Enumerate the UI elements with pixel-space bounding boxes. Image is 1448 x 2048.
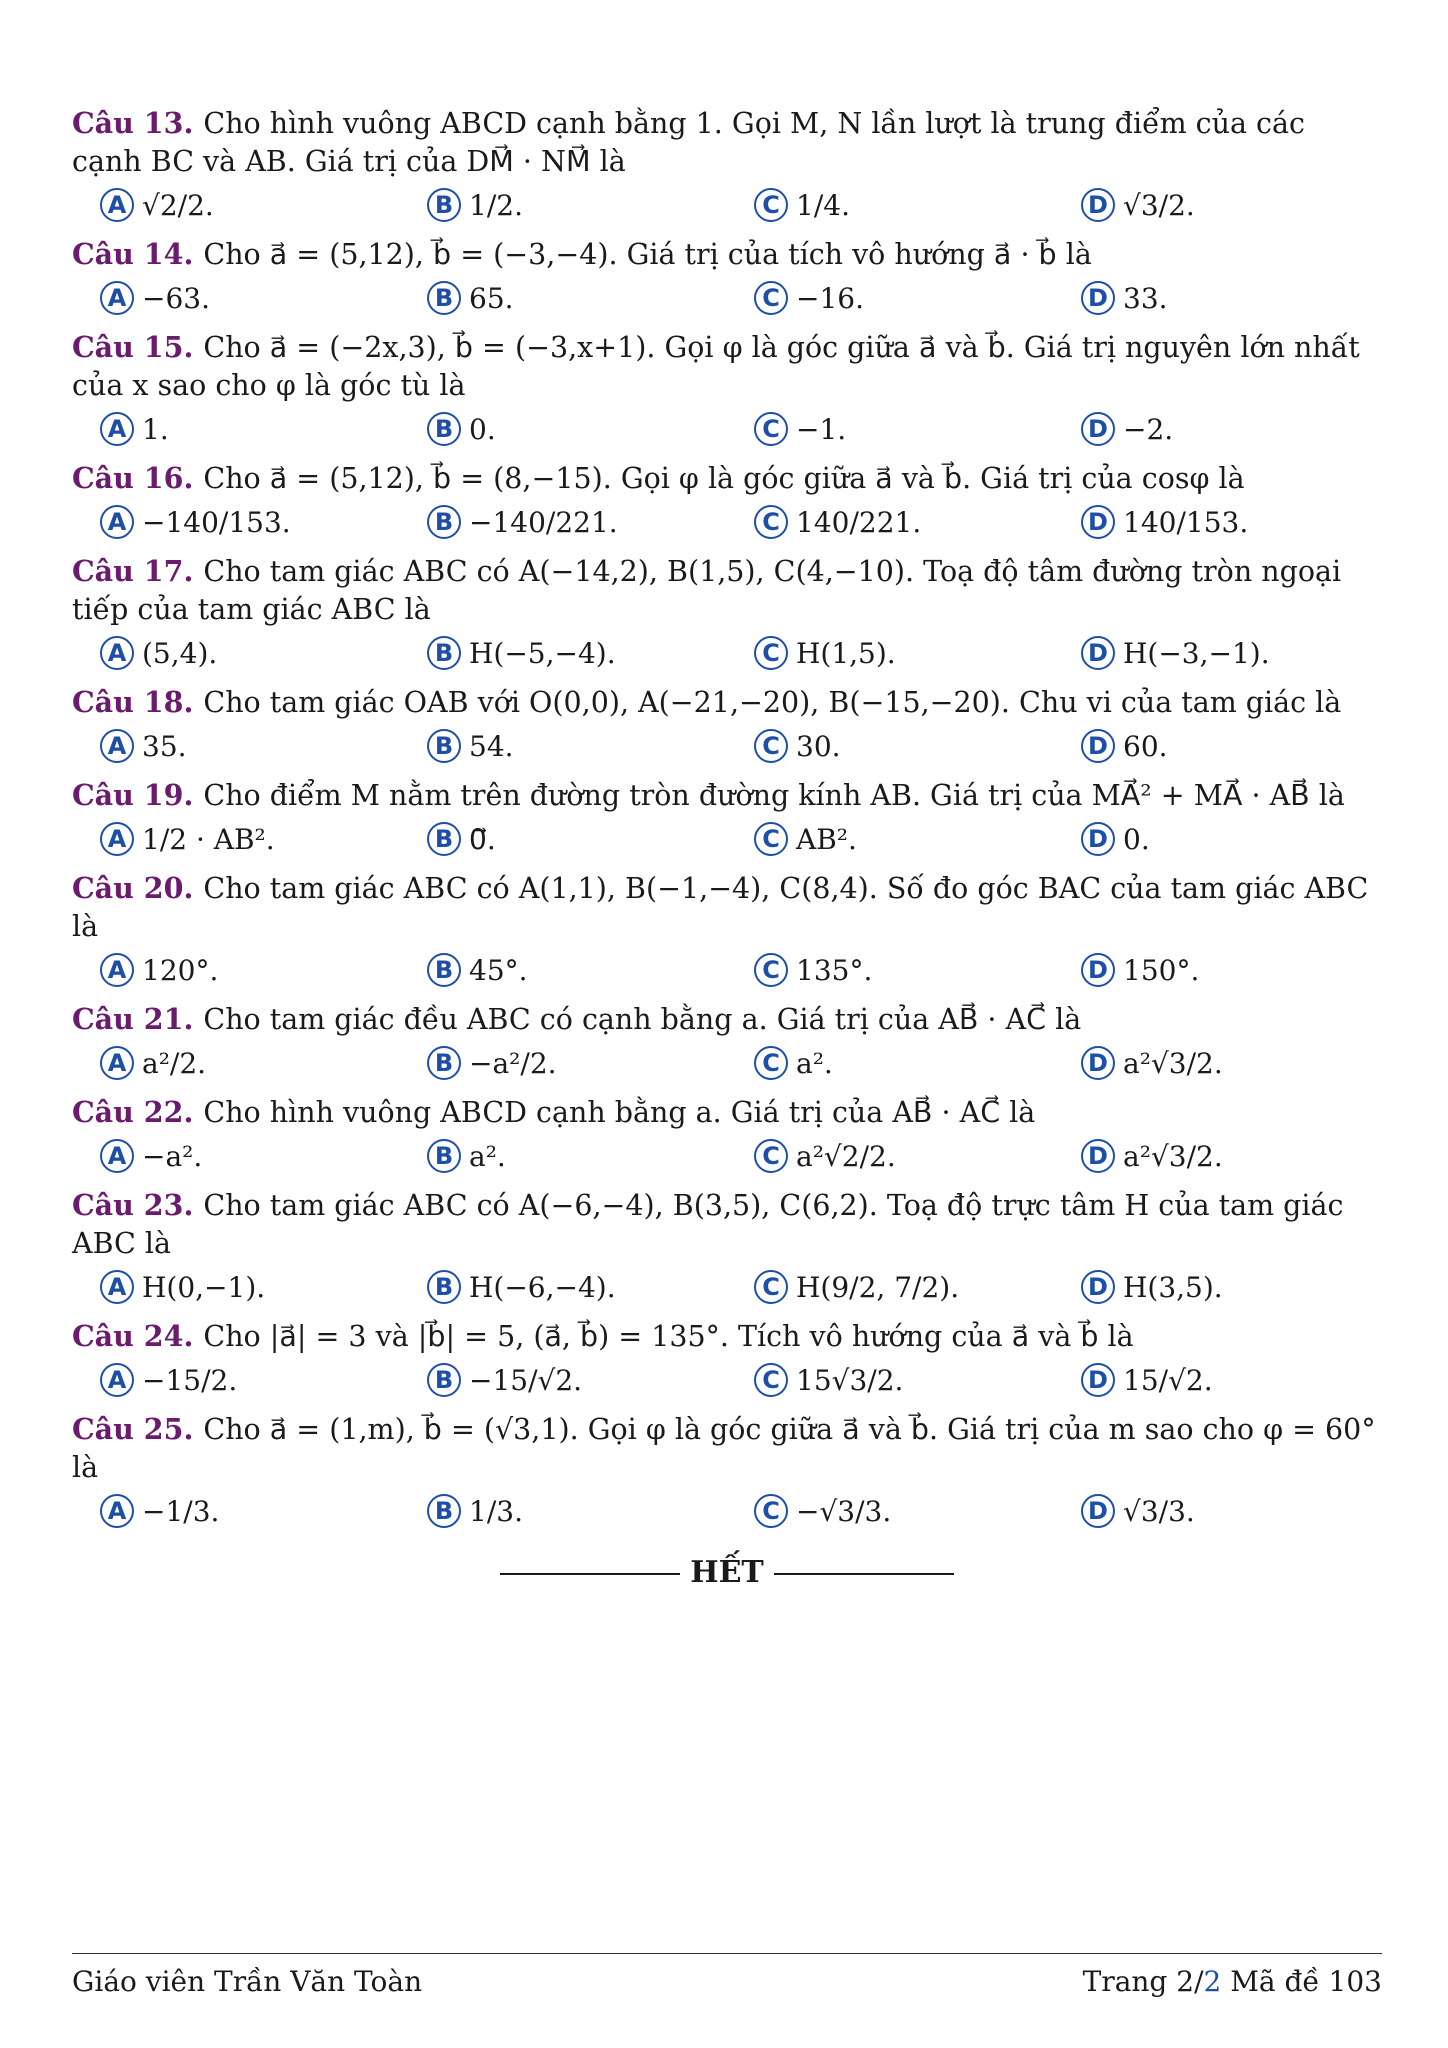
option-text: H(−6,−4).: [469, 1270, 616, 1304]
exam-code: Mã đề 103: [1230, 1965, 1382, 1998]
option-badge: A: [100, 1046, 134, 1080]
option-badge: B: [427, 412, 461, 446]
question-text: Cho điểm M nằm trên đường tròn đường kính AB. Giá trị của MA⃗² + MA⃗ · AB⃗ là: [203, 779, 1345, 812]
question-stem: [72, 776, 1382, 815]
option-text: a²√3/2.: [1123, 1139, 1223, 1173]
option-badge: C: [754, 1139, 788, 1173]
option-d[interactable]: [1053, 1265, 1380, 1309]
option-text: a².: [469, 1139, 506, 1173]
option-badge: B: [427, 636, 461, 670]
option-c[interactable]: [726, 1358, 1053, 1402]
options-row: [72, 631, 1382, 675]
option-a[interactable]: [72, 1134, 399, 1178]
question-number: Câu 20.: [72, 871, 194, 905]
option-d[interactable]: [1053, 183, 1380, 227]
option-badge: A: [100, 1270, 134, 1304]
option-text: H(3,5).: [1123, 1270, 1223, 1304]
question-24: [72, 1317, 1382, 1402]
question-number: Câu 22.: [72, 1095, 194, 1129]
option-c[interactable]: [726, 724, 1053, 768]
option-c[interactable]: [726, 276, 1053, 320]
option-a[interactable]: [72, 1489, 399, 1533]
option-badge: B: [427, 188, 461, 222]
option-d[interactable]: [1053, 276, 1380, 320]
options-row: [72, 407, 1382, 451]
option-c[interactable]: [726, 1041, 1053, 1085]
option-a[interactable]: [72, 724, 399, 768]
option-badge: A: [100, 1494, 134, 1528]
option-badge: A: [100, 188, 134, 222]
option-c[interactable]: [726, 948, 1053, 992]
option-badge: B: [427, 1139, 461, 1173]
option-b[interactable]: [399, 1358, 726, 1402]
option-badge: D: [1081, 281, 1115, 315]
option-text: 35.: [142, 729, 187, 763]
option-badge: D: [1081, 505, 1115, 539]
question-number: Câu 21.: [72, 1002, 194, 1036]
option-b[interactable]: [399, 407, 726, 451]
end-text: HẾT: [690, 1555, 764, 1590]
option-text: a²√3/2.: [1123, 1046, 1223, 1080]
option-text: −a²/2.: [469, 1046, 557, 1080]
option-a[interactable]: [72, 276, 399, 320]
options-row: [72, 500, 1382, 544]
option-text: 1/2.: [469, 188, 523, 222]
question-stem: [72, 1093, 1382, 1132]
option-text: 150°.: [1123, 953, 1200, 987]
option-text: a²√2/2.: [796, 1139, 896, 1173]
option-badge: A: [100, 1139, 134, 1173]
question-text: Cho tam giác OAB với O(0,0), A(−21,−20), B(−15,−20). Chu vi của tam giác là: [203, 686, 1342, 719]
question-stem: [72, 1000, 1382, 1039]
option-text: −a².: [142, 1139, 203, 1173]
end-rule-left: [500, 1573, 680, 1575]
option-badge: B: [427, 1270, 461, 1304]
option-text: 120°.: [142, 953, 219, 987]
option-text: 15/√2.: [1123, 1363, 1213, 1397]
option-text: 33.: [1123, 281, 1168, 315]
question-stem: [72, 1410, 1382, 1487]
option-text: 65.: [469, 281, 514, 315]
option-text: H(0,−1).: [142, 1270, 266, 1304]
question-17: [72, 552, 1382, 675]
question-25: [72, 1410, 1382, 1533]
option-b[interactable]: [399, 276, 726, 320]
option-badge: B: [427, 953, 461, 987]
option-text: −16.: [796, 281, 864, 315]
option-text: a²/2.: [142, 1046, 207, 1080]
option-text: 45°.: [469, 953, 528, 987]
page-total: 2: [1203, 1965, 1222, 1998]
option-badge: A: [100, 636, 134, 670]
option-badge: B: [427, 281, 461, 315]
option-b[interactable]: [399, 724, 726, 768]
footer-divider: [72, 1953, 1382, 1954]
options-row: [72, 948, 1382, 992]
option-text: −140/221.: [469, 505, 618, 539]
option-badge: C: [754, 1270, 788, 1304]
option-c[interactable]: [726, 1489, 1053, 1533]
option-a[interactable]: [72, 948, 399, 992]
option-c[interactable]: [726, 407, 1053, 451]
options-row: [72, 724, 1382, 768]
option-a[interactable]: [72, 631, 399, 675]
option-badge: B: [427, 1046, 461, 1080]
option-badge: A: [100, 729, 134, 763]
option-badge: B: [427, 822, 461, 856]
option-text: −2.: [1123, 412, 1174, 446]
option-badge: C: [754, 412, 788, 446]
option-badge: D: [1081, 636, 1115, 670]
question-text: Cho tam giác ABC có A(−6,−4), B(3,5), C(6,2). Toạ độ trực tâm H của tam giác ABC là: [72, 1189, 1344, 1260]
option-d[interactable]: [1053, 817, 1380, 861]
option-badge: D: [1081, 1363, 1115, 1397]
option-d[interactable]: [1053, 1134, 1380, 1178]
question-text: Cho hình vuông ABCD cạnh bằng 1. Gọi M, N lần lượt là trung điểm của các cạnh BC và AB. Giá trị của DM⃗ · NM⃗ là: [72, 107, 1305, 178]
option-badge: C: [754, 281, 788, 315]
option-badge: D: [1081, 1139, 1115, 1173]
option-text: 30.: [796, 729, 841, 763]
option-a[interactable]: [72, 1358, 399, 1402]
option-a[interactable]: [72, 500, 399, 544]
options-row: [72, 817, 1382, 861]
question-text: Cho a⃗ = (−2x,3), b⃗ = (−3,x+1). Gọi φ là góc giữa a⃗ và b⃗. Giá trị nguyên lớn nhất của x sao cho φ là góc tù là: [72, 331, 1360, 402]
question-19: [72, 776, 1382, 861]
option-badge: A: [100, 281, 134, 315]
question-stem: [72, 1186, 1382, 1263]
question-stem: [72, 869, 1382, 946]
option-text: 135°.: [796, 953, 873, 987]
question-text: Cho tam giác đều ABC có cạnh bằng a. Giá trị của AB⃗ · AC⃗ là: [203, 1003, 1082, 1036]
option-badge: B: [427, 1494, 461, 1528]
option-badge: D: [1081, 822, 1115, 856]
option-text: 0.: [469, 412, 496, 446]
options-row: [72, 183, 1382, 227]
question-number: Câu 13.: [72, 106, 194, 140]
option-text: √3/2.: [1123, 188, 1195, 222]
option-text: −1.: [796, 412, 847, 446]
question-stem: [72, 104, 1382, 181]
option-badge: C: [754, 1363, 788, 1397]
option-badge: D: [1081, 729, 1115, 763]
option-text: H(−3,−1).: [1123, 636, 1270, 670]
question-number: Câu 25.: [72, 1412, 194, 1446]
option-text: −√3/3.: [796, 1494, 892, 1528]
question-14: [72, 235, 1382, 320]
question-text: Cho a⃗ = (1,m), b⃗ = (√3,1). Gọi φ là góc giữa a⃗ và b⃗. Giá trị của m sao cho φ = 60° là: [72, 1413, 1376, 1484]
option-a[interactable]: [72, 817, 399, 861]
option-badge: C: [754, 822, 788, 856]
option-badge: D: [1081, 1494, 1115, 1528]
option-c[interactable]: [726, 1265, 1053, 1309]
question-stem: [72, 459, 1382, 498]
question-18: [72, 683, 1382, 768]
teacher-name: Giáo viên Trần Văn Toàn: [72, 1965, 423, 1998]
option-text: −140/153.: [142, 505, 291, 539]
option-badge: B: [427, 505, 461, 539]
option-c[interactable]: [726, 500, 1053, 544]
page-info: [1083, 1965, 1382, 1998]
option-d[interactable]: [1053, 1358, 1380, 1402]
option-text: H(−5,−4).: [469, 636, 616, 670]
option-d[interactable]: [1053, 500, 1380, 544]
question-16: [72, 459, 1382, 544]
question-number: Câu 16.: [72, 461, 194, 495]
option-b[interactable]: [399, 1134, 726, 1178]
option-a[interactable]: [72, 1041, 399, 1085]
option-b[interactable]: [399, 817, 726, 861]
options-row: [72, 1358, 1382, 1402]
option-text: √2/2.: [142, 188, 214, 222]
question-13: [72, 104, 1382, 227]
option-c[interactable]: [726, 183, 1053, 227]
option-text: √3/3.: [1123, 1494, 1195, 1528]
question-number: Câu 23.: [72, 1188, 194, 1222]
option-b[interactable]: [399, 183, 726, 227]
option-badge: D: [1081, 412, 1115, 446]
option-badge: B: [427, 1363, 461, 1397]
option-c[interactable]: [726, 631, 1053, 675]
option-text: 1/3.: [469, 1494, 523, 1528]
question-stem: [72, 683, 1382, 722]
page-footer: [72, 1965, 1382, 1998]
page-prefix: Trang 2/: [1082, 1965, 1204, 1998]
option-c[interactable]: [726, 817, 1053, 861]
question-number: Câu 19.: [72, 778, 194, 812]
option-text: 140/153.: [1123, 505, 1249, 539]
option-text: a².: [796, 1046, 833, 1080]
question-text: Cho |a⃗| = 3 và |b⃗| = 5, (a⃗, b⃗) = 135°. Tích vô hướng của a⃗ và b⃗ là: [203, 1320, 1134, 1353]
option-c[interactable]: [726, 1134, 1053, 1178]
question-text: Cho tam giác ABC có A(1,1), B(−1,−4), C(8,4). Số đo góc BAC của tam giác ABC là: [72, 872, 1369, 943]
option-d[interactable]: [1053, 631, 1380, 675]
option-text: H(9/2, 7/2).: [796, 1270, 960, 1304]
option-b[interactable]: [399, 500, 726, 544]
option-badge: C: [754, 505, 788, 539]
option-badge: A: [100, 412, 134, 446]
option-text: H(1,5).: [796, 636, 896, 670]
option-d[interactable]: [1053, 407, 1380, 451]
option-badge: C: [754, 729, 788, 763]
question-20: [72, 869, 1382, 992]
option-text: 60.: [1123, 729, 1168, 763]
option-b[interactable]: [399, 1265, 726, 1309]
question-22: [72, 1093, 1382, 1178]
question-number: Câu 18.: [72, 685, 194, 719]
option-badge: C: [754, 1494, 788, 1528]
options-row: [72, 1489, 1382, 1533]
option-text: (5,4).: [142, 636, 218, 670]
question-stem: [72, 235, 1382, 274]
option-a[interactable]: [72, 1265, 399, 1309]
end-marker: [72, 1555, 1382, 1590]
option-badge: D: [1081, 188, 1115, 222]
option-badge: A: [100, 822, 134, 856]
option-text: 1/2 · AB².: [142, 822, 275, 856]
option-text: −15/√2.: [469, 1363, 583, 1397]
option-text: 0⃗.: [469, 822, 496, 856]
option-a[interactable]: [72, 407, 399, 451]
option-badge: C: [754, 188, 788, 222]
exam-page: [72, 104, 1382, 1590]
question-23: [72, 1186, 1382, 1309]
option-badge: C: [754, 953, 788, 987]
option-badge: D: [1081, 953, 1115, 987]
option-a[interactable]: [72, 183, 399, 227]
option-badge: A: [100, 505, 134, 539]
option-text: −63.: [142, 281, 210, 315]
option-d[interactable]: [1053, 724, 1380, 768]
option-d[interactable]: [1053, 948, 1380, 992]
question-number: Câu 24.: [72, 1319, 194, 1353]
option-b[interactable]: [399, 948, 726, 992]
question-stem: [72, 328, 1382, 405]
option-text: 0.: [1123, 822, 1150, 856]
option-badge: A: [100, 953, 134, 987]
options-row: [72, 1265, 1382, 1309]
option-text: 140/221.: [796, 505, 922, 539]
option-badge: A: [100, 1363, 134, 1397]
question-text: Cho a⃗ = (5,12), b⃗ = (8,−15). Gọi φ là góc giữa a⃗ và b⃗. Giá trị của cosφ là: [203, 462, 1245, 495]
options-row: [72, 1134, 1382, 1178]
option-b[interactable]: [399, 631, 726, 675]
question-stem: [72, 1317, 1382, 1356]
option-b[interactable]: [399, 1489, 726, 1533]
question-number: Câu 14.: [72, 237, 194, 271]
option-d[interactable]: [1053, 1489, 1380, 1533]
question-text: Cho hình vuông ABCD cạnh bằng a. Giá trị của AB⃗ · AC⃗ là: [203, 1096, 1036, 1129]
option-text: 54.: [469, 729, 514, 763]
option-text: 15√3/2.: [796, 1363, 904, 1397]
question-stem: [72, 552, 1382, 629]
options-row: [72, 276, 1382, 320]
option-d[interactable]: [1053, 1041, 1380, 1085]
option-text: −15/2.: [142, 1363, 238, 1397]
option-badge: B: [427, 729, 461, 763]
question-21: [72, 1000, 1382, 1085]
option-badge: C: [754, 1046, 788, 1080]
options-row: [72, 1041, 1382, 1085]
option-text: 1/4.: [796, 188, 850, 222]
option-text: −1/3.: [142, 1494, 220, 1528]
question-number: Câu 17.: [72, 554, 194, 588]
question-15: [72, 328, 1382, 451]
end-rule-right: [774, 1573, 954, 1575]
option-badge: D: [1081, 1046, 1115, 1080]
option-b[interactable]: [399, 1041, 726, 1085]
option-text: 1.: [142, 412, 169, 446]
option-text: AB².: [796, 822, 857, 856]
option-badge: C: [754, 636, 788, 670]
option-badge: D: [1081, 1270, 1115, 1304]
question-number: Câu 15.: [72, 330, 194, 364]
question-text: Cho a⃗ = (5,12), b⃗ = (−3,−4). Giá trị của tích vô hướng a⃗ · b⃗ là: [203, 238, 1092, 271]
question-text: Cho tam giác ABC có A(−14,2), B(1,5), C(4,−10). Toạ độ tâm đường tròn ngoại tiếp của tam giác ABC là: [72, 555, 1342, 626]
